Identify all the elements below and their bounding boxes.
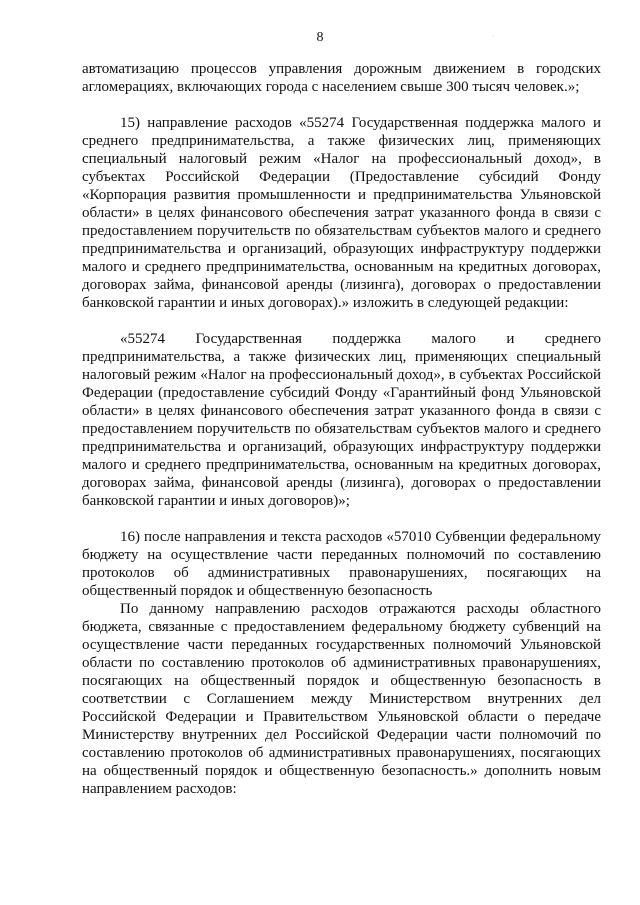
paragraph-item-15: 15) направление расходов «55274 Государственная поддержка малого и среднего предпринимательства, а также физических лиц, применяющих специальный налоговый режим «Налог на профессиональный доход», в субъектах Российской Федерации (Предоставление субсидий Фонду «Корпорация развития промышленности и предпринимательства Ульяновской области» в целях финансового обеспечения затрат указанного фонда в связи с предоставлением поручительств по обязательствам субъектов малого и среднего предпринимательства и организаций, образующих инфраструктуру поддержки малого и среднего предпринимательства, основанным на кредитных договорах, договорах займа, финансовой аренды (лизинга), договорах о предоставлении банковской гарантии и иных договорах).» изложить в следующей редакции: [82, 115, 601, 311]
document-body [82, 60, 601, 798]
paragraph-item-16: 16) после направления и текста расходов «57010 Субвенции федеральному бюджету на осуществление части переданных полномочий по составлению протоколов об административных правонарушениях, посягающих на общественный порядок и общественную безопасность [82, 529, 601, 599]
page-number: 8 [316, 30, 324, 45]
paragraph-expense-description: По данному направлению расходов отражаются расходы областного бюджета, связанные с предоставлением федеральному бюджету субвенций на осуществление части переданных государственных полномочий Ульяновской области по составлению протоколов об административных правонарушениях, посягающих на общественный порядок и общественную безопасность в соответствии с Соглашением между Министерством внутренних дел Российской Федерации и Правительством Ульяновской области о передаче Министерству внутренних дел Российской Федерации части полномочий по составлению протоколов об административных правонарушениях, посягающих на общественный порядок и общественную безопасность.» дополнить новым направлением расходов: [82, 601, 601, 797]
paragraph-new-wording-55274: «55274 Государственная поддержка малого и среднего предпринимательства, а также физических лиц, применяющих специальный налоговый режим «Налог на профессиональный доход», в субъектах Российской Федерации (предоставление субсидий Фонду «Гарантийный фонд Ульяновской области» в целях финансового обеспечения затрат указанного фонда в связи с предоставлением поручительств по обязательствам субъектов малого и среднего предпринимательства и организаций, образующих инфраструктуру поддержки малого и среднего предпринимательства, основанным на кредитных договорах, договорах займа, финансовой аренды (лизинга), договорах о предоставлении банковской гарантии и иных договоров)»; [82, 331, 601, 509]
page-mark: · [492, 34, 494, 40]
paragraph-continuation: автоматизацию процессов управления дорожным движением в городских агломерациях, включающих города с населением свыше 300 тысяч человек.»; [82, 61, 601, 95]
